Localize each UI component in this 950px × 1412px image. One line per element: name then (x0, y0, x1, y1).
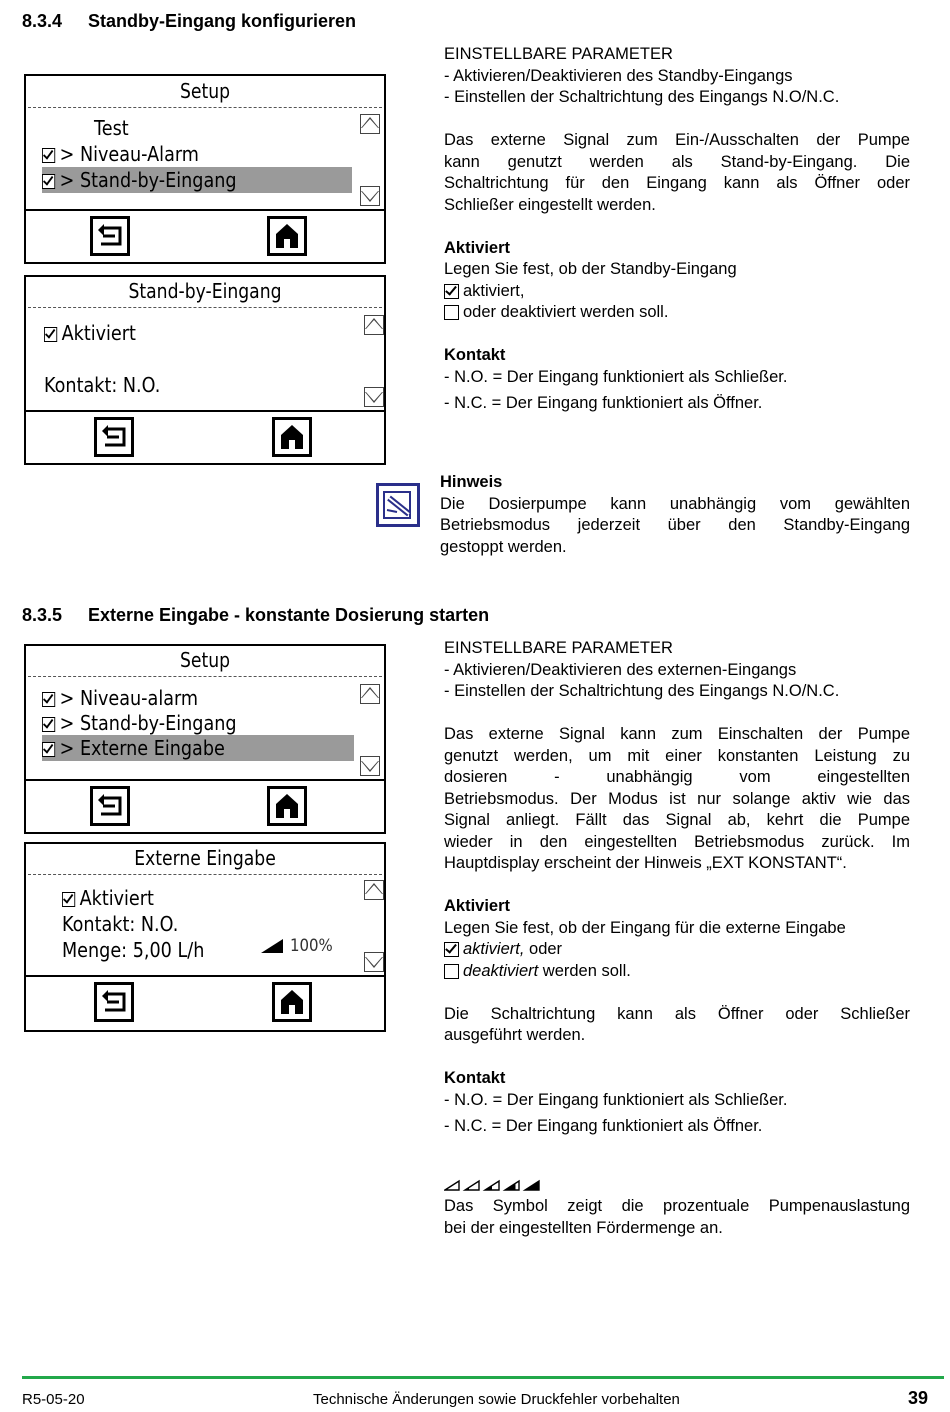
hinweis-line: Die Dosierpumpe kann unabhängig vom gewählten (440, 494, 910, 513)
divider (28, 107, 382, 108)
pump-load-percent: 100% (290, 936, 333, 956)
home-icon[interactable] (267, 216, 307, 256)
checkbox-checked-icon[interactable] (42, 717, 55, 732)
divider (26, 975, 384, 977)
scroll-up-icon[interactable] (360, 684, 380, 704)
description-line: Schaltrichtung für den Eingang kann als Öffner oder (444, 174, 910, 192)
aktiviert-text: Legen Sie fest, ob der Standby-Eingang (444, 260, 737, 278)
aktiviert-checkbox[interactable]: Aktiviert (44, 321, 136, 345)
home-icon[interactable] (267, 786, 307, 826)
schaltrichtung-line: Die Schaltrichtung kann als Öffner oder Schließer (444, 1004, 910, 1023)
kontakt-no: - N.O. = Der Eingang funktioniert als Schließer. (444, 367, 788, 386)
checkbox-checked-icon[interactable] (62, 892, 75, 907)
menu-item-niveau-alarm[interactable]: > Niveau-alarm (42, 686, 198, 710)
description-line: Schließer eingestellt werden. (444, 195, 656, 214)
checkbox-checked-icon[interactable] (42, 692, 55, 707)
kontakt-nc: - N.C. = Der Eingang funktioniert als Öffner. (444, 1117, 763, 1135)
menu-item-standby-eingang[interactable]: > Stand-by-Eingang (42, 168, 237, 192)
scroll-down-icon[interactable] (364, 952, 384, 972)
pump-load-0-icon (445, 1181, 459, 1190)
menu-item-test[interactable]: Test (94, 116, 129, 140)
lcd-standby-panel (24, 275, 386, 465)
checkbox-empty-icon (444, 305, 459, 320)
divider (26, 779, 384, 781)
description-line: Betriebsmodus. Der Modus ist nur solange aktiv wie das (444, 789, 910, 808)
lcd-title: Stand-by-Eingang (128, 279, 282, 303)
description-line: wieder in den eingestellten Betriebsmodus zurück. Im (444, 832, 910, 851)
aktiviert-heading: Aktiviert (444, 897, 511, 915)
scroll-up-icon[interactable] (364, 315, 384, 335)
symbol-line: bei der eingestellten Fördermenge an. (444, 1218, 723, 1237)
lcd-externe-eingabe-panel (24, 842, 386, 1032)
kontakt-setting[interactable]: Kontakt: N.O. (62, 912, 179, 936)
aktiviert-heading: Aktiviert (444, 238, 511, 257)
kontakt-no: - N.O. = Der Eingang funktioniert als Schließer. (444, 1090, 788, 1109)
description-line: Das externe Signal kann zum Einschalten der Pumpe (444, 725, 910, 743)
symbol-description (444, 1196, 910, 1239)
scroll-up-icon[interactable] (360, 114, 380, 134)
menge-setting[interactable]: Menge: 5,00 L/h (62, 938, 205, 962)
section2-text (444, 638, 910, 1138)
checkbox-checked-icon (444, 942, 459, 957)
param-line: - Aktivieren/Deaktivieren des externen-Eingangs (444, 660, 797, 679)
home-icon[interactable] (272, 417, 312, 457)
footer-rule (22, 1376, 944, 1379)
checkbox-checked-icon (444, 284, 459, 299)
checkbox-checked-icon[interactable] (42, 174, 55, 189)
checkbox-empty-icon (444, 964, 459, 979)
checkbox-checked-icon[interactable] (44, 327, 57, 342)
menu-item-standby-eingang[interactable]: > Stand-by-Eingang (42, 711, 237, 735)
params-header: EINSTELLBARE PARAMETER (444, 639, 673, 657)
pump-load-fill (261, 939, 283, 953)
hinweis-line: Betriebsmodus jederzeit über den Standby-Eingang (440, 516, 910, 534)
option-deaktiviert: deaktiviert werden soll. (444, 961, 910, 983)
section1-text (444, 44, 910, 415)
param-line: - Einstellen der Schaltrichtung des Eingangs N.O/N.C. (444, 88, 840, 106)
back-icon[interactable] (94, 982, 134, 1022)
back-icon[interactable] (90, 216, 130, 256)
kontakt-setting[interactable]: Kontakt: N.O. (44, 373, 161, 397)
lcd-title: Externe Eingabe (134, 846, 276, 870)
pump-load-75-icon (505, 1181, 519, 1190)
divider (28, 676, 382, 677)
hinweis-heading: Hinweis (440, 473, 503, 491)
checkbox-checked-icon[interactable] (42, 148, 55, 163)
lcd-title: Setup (179, 648, 231, 672)
lcd-title: Setup (179, 79, 231, 103)
param-line: - Aktivieren/Deaktivieren des Standby-Eingangs (444, 66, 793, 85)
kontakt-nc: - N.C. = Der Eingang funktioniert als Öffner. (444, 394, 763, 412)
description-line: genutzt werden, um mit einer konstanten Leistung zu (444, 746, 910, 765)
option-deaktiviert: oder deaktiviert werden soll. (444, 302, 910, 324)
pump-load-icon (260, 938, 284, 954)
description-line: kann genutzt werden als Stand-by-Eingang. Die (444, 152, 910, 171)
option-aktiviert: aktiviert, (444, 281, 910, 303)
back-icon[interactable] (90, 786, 130, 826)
scroll-down-icon[interactable] (364, 387, 384, 407)
description-line: Signal anliegt. Fällt das Signal ab, kehrt die Pumpe (444, 811, 910, 829)
hinweis-note (440, 472, 910, 558)
menu-item-externe-eingabe[interactable]: > Externe Eingabe (42, 736, 225, 760)
hinweis-line: gestoppt werden. (440, 537, 567, 556)
checkbox-checked-icon[interactable] (42, 742, 55, 757)
option-aktiviert: aktiviert, oder (444, 939, 910, 961)
pump-load-symbols (444, 1178, 540, 1192)
param-line: - Einstellen der Schaltrichtung des Eingangs N.O/N.C. (444, 682, 840, 700)
kontakt-heading: Kontakt (444, 1069, 506, 1087)
page-number: 39 (908, 1388, 929, 1408)
section-heading-externe-eingabe: 8.3.5 Externe Eingabe - konstante Dosierung starten (22, 605, 490, 625)
divider (26, 410, 384, 412)
menu-item-niveau-alarm[interactable]: > Niveau-Alarm (42, 142, 199, 166)
divider (26, 209, 384, 211)
footer-disclaimer: Technische Änderungen sowie Druckfehler vorbehalten (313, 1391, 680, 1408)
pump-load-100-icon (525, 1181, 539, 1190)
pump-load-25-icon (465, 1181, 479, 1190)
divider (28, 874, 382, 875)
pump-load-50-icon (485, 1181, 499, 1190)
lcd-setup-panel-1 (24, 74, 386, 264)
divider (28, 307, 382, 308)
back-icon[interactable] (94, 417, 134, 457)
home-icon[interactable] (272, 982, 312, 1022)
kontakt-heading: Kontakt (444, 346, 506, 364)
description-line: dosieren - unabhängig vom eingestellten (444, 768, 910, 786)
description-line: Hauptdisplay erscheint der Hinweis „EXT KONSTANT“. (444, 854, 847, 872)
scroll-down-icon[interactable] (360, 186, 380, 206)
aktiviert-text: Legen Sie fest, ob der Eingang für die externe Eingabe (444, 918, 846, 937)
section-heading-standby: 8.3.4 Standby-Eingang konfigurieren (22, 11, 357, 31)
scroll-down-icon[interactable] (360, 756, 380, 776)
lcd-setup-panel-2 (24, 644, 386, 834)
schaltrichtung-line: ausgeführt werden. (444, 1026, 586, 1044)
footer-revision: R5-05-20 (22, 1391, 85, 1408)
description-line: Das externe Signal zum Ein-/Ausschalten der Pumpe (444, 131, 910, 149)
params-header: EINSTELLBARE PARAMETER (444, 45, 673, 63)
scroll-up-icon[interactable] (364, 880, 384, 900)
aktiviert-checkbox[interactable]: Aktiviert (62, 886, 154, 910)
symbol-line: Das Symbol zeigt die prozentuale Pumpenauslastung (444, 1197, 910, 1215)
note-pencil-icon (376, 483, 420, 527)
